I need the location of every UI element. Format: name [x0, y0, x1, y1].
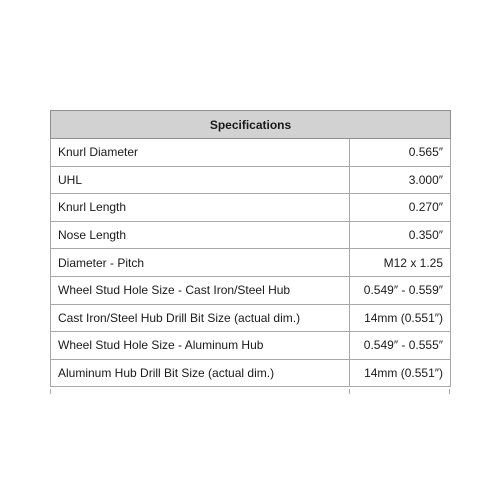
spec-value: 0.350″ — [350, 221, 451, 249]
spec-value: M12 x 1.25 — [350, 249, 451, 277]
table-row — [51, 276, 451, 304]
table-row — [51, 304, 451, 332]
spec-value: 0.565″ — [350, 139, 451, 167]
spec-label: Wheel Stud Hole Size - Cast Iron/Steel Hub — [51, 276, 350, 304]
spec-value: 0.549″ - 0.559″ — [350, 276, 451, 304]
table-row — [51, 194, 451, 222]
spec-value: 14mm (0.551″) — [350, 304, 451, 332]
table-row — [51, 249, 451, 277]
table-row — [51, 166, 451, 194]
truncated-table-row — [50, 389, 450, 394]
table-row — [51, 332, 451, 360]
table-header: Specifications — [51, 111, 451, 139]
spec-label: Aluminum Hub Drill Bit Size (actual dim.) — [51, 359, 350, 387]
spec-label: Nose Length — [51, 221, 350, 249]
spec-label: Knurl Diameter — [51, 139, 350, 167]
specifications-table — [50, 110, 451, 387]
spec-value: 0.270″ — [350, 194, 451, 222]
spec-label: Knurl Length — [51, 194, 350, 222]
spec-label: Wheel Stud Hole Size - Aluminum Hub — [51, 332, 350, 360]
table-header-row — [51, 111, 451, 139]
spec-label: UHL — [51, 166, 350, 194]
spec-label: Cast Iron/Steel Hub Drill Bit Size (actual dim.) — [51, 304, 350, 332]
spec-value: 0.549″ - 0.555″ — [350, 332, 451, 360]
spec-value: 3.000″ — [350, 166, 451, 194]
table-row — [51, 139, 451, 167]
spec-value: 14mm (0.551″) — [350, 359, 451, 387]
table-row — [51, 221, 451, 249]
column-divider — [349, 389, 350, 394]
spec-label: Diameter - Pitch — [51, 249, 350, 277]
table-row — [51, 359, 451, 387]
